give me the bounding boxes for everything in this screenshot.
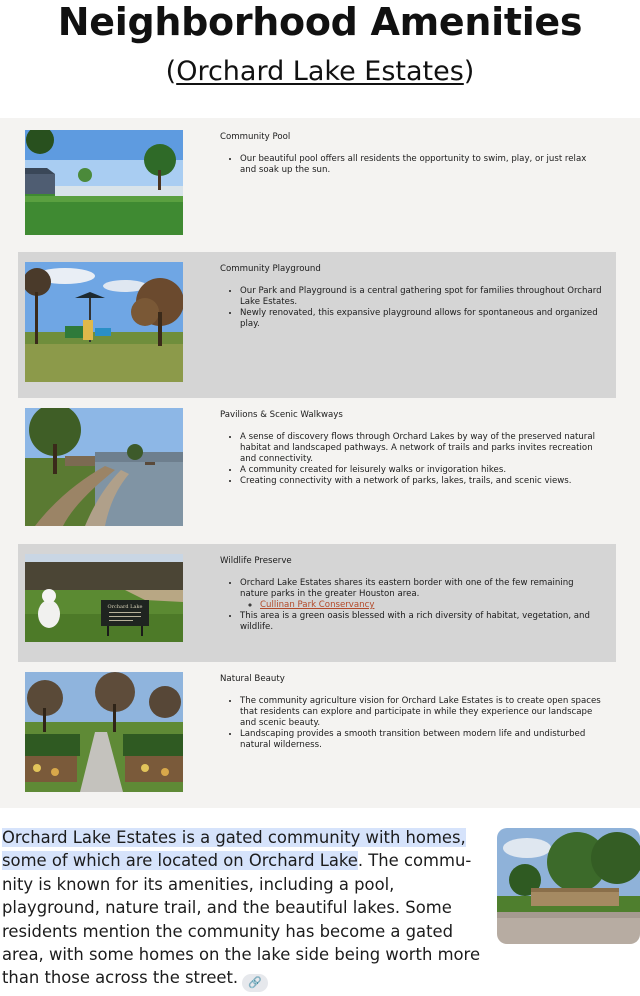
sub-bullet-item <box>260 600 604 611</box>
summary-highlight: Orchard Lake Estates is a gated community with homes, some of which are located on Orchard Lake <box>2 828 466 871</box>
bullet-item <box>240 578 604 611</box>
bullet-list <box>240 154 604 176</box>
sign-text: Orchard Lake <box>107 604 143 610</box>
bullet-item: • A sense of discovery flows through Orchard Lakes by way of the preserved natural habitat and landscaped pathways. A network of trails and parks invites recreation and connectivity. <box>240 432 604 465</box>
walkway-photo <box>25 408 183 526</box>
amenity-heading: Community Pool <box>220 132 291 142</box>
bullet-list <box>240 432 604 487</box>
bullet-item: • Creating connectivity with a network of parks, lakes, trails, and scenic views. <box>240 476 604 487</box>
subtitle-close-paren: ) <box>463 56 475 87</box>
natural-beauty-text <box>220 674 604 751</box>
community-summary <box>0 826 492 992</box>
bullet-item: • Our Park and Playground is a central gathering spot for families throughout Orchard Lake Estates. <box>240 286 604 308</box>
sub-bullet-list <box>260 600 604 611</box>
amenities-document <box>0 118 640 808</box>
pool-text <box>220 132 604 176</box>
pavilions-text <box>220 410 604 487</box>
amenity-heading: Natural Beauty <box>220 674 285 684</box>
page-title: Neighborhood Amenities <box>57 0 583 44</box>
amenity-heading: Pavilions & Scenic Walkways <box>220 410 343 420</box>
amenity-heading: Wildlife Preserve <box>220 556 292 566</box>
subtitle-open-paren: ( <box>165 56 177 87</box>
wildlife-text <box>220 556 604 633</box>
amenity-heading: Community Playground <box>220 264 321 274</box>
bullet-item: • Landscaping provides a smooth transition between modern life and undisturbed natural wilderness. <box>240 729 604 751</box>
bullet-item-text: Orchard Lake Estates shares its eastern border with one of the few remaining nature parks in the greater Houston area. <box>240 578 574 599</box>
bullet-item: • This area is a green oasis blessed with a rich diversity of habitat, vegetation, and wildlife. <box>240 611 604 633</box>
bullet-item: • Our beautiful pool offers all residents the opportunity to swim, play, or just relax and soak up the sun. <box>240 154 604 176</box>
summary-text: . The commu-nity is known for its amenities, including a pool, playground, nature trail, and the beautiful lakes. Some residents mention the community has become a gated area, with some homes on the lake side being worth more than those across the street. <box>2 851 481 988</box>
bullet-list <box>240 286 604 330</box>
amenity-row-pool <box>18 118 616 248</box>
bullet-list <box>240 696 604 751</box>
pool-photo <box>25 130 183 235</box>
community-entrance-thumbnail[interactable] <box>497 828 640 944</box>
bullet-item: • Newly renovated, this expansive playground allows for spontaneous and organized play. <box>240 308 604 330</box>
amenity-row-wildlife <box>18 544 616 662</box>
amenity-row-natural-beauty <box>18 666 616 798</box>
playground-text <box>220 264 604 330</box>
bullet-item: • The community agriculture vision for Orchard Lake Estates is to create open spaces that residents can explore and participate in while they experience our landscape and scenic beauty. <box>240 696 604 729</box>
wildlife-preserve-photo <box>25 554 183 642</box>
link-icon[interactable]: 🔗 <box>242 974 268 992</box>
bullet-list <box>240 578 604 633</box>
natural-beauty-photo <box>25 672 183 792</box>
page-subtitle <box>0 55 640 89</box>
amenity-row-pavilions <box>18 400 616 538</box>
bullet-item: • A community created for leisurely walks or invigoration hikes. <box>240 465 604 476</box>
cullinan-park-link[interactable]: Cullinan Park Conservancy <box>260 600 375 610</box>
playground-photo <box>25 262 183 382</box>
amenity-row-playground <box>18 252 616 398</box>
subtitle-community-name: Orchard Lake Estates <box>176 56 464 87</box>
